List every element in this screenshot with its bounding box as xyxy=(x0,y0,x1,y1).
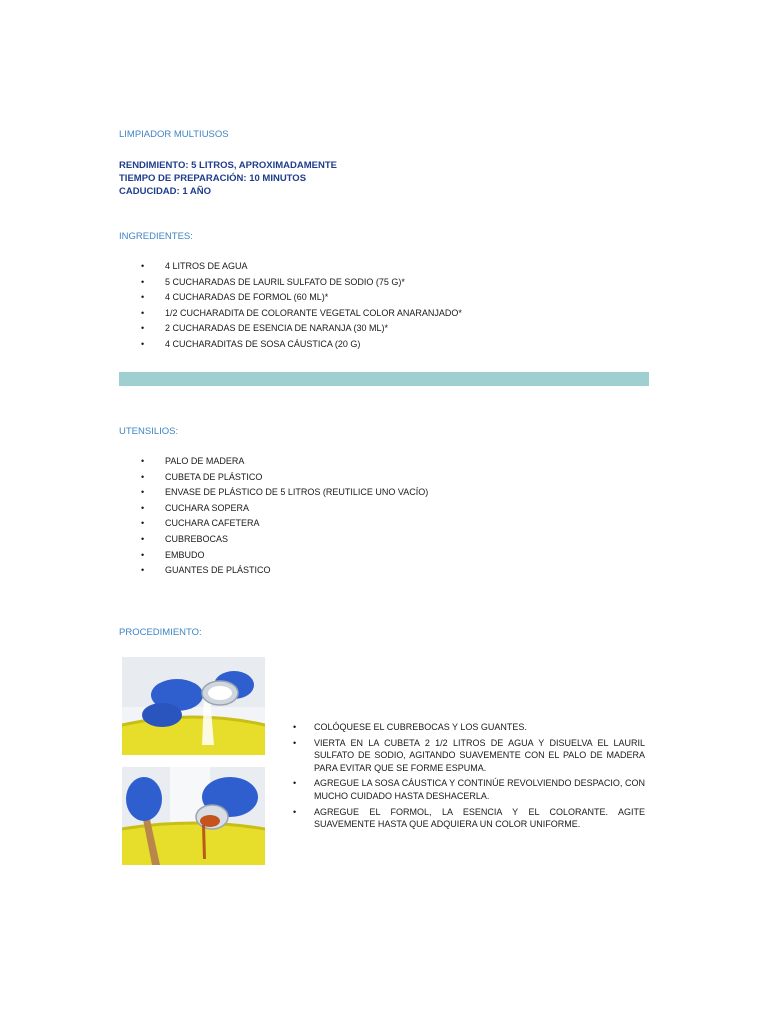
procedure-step: • AGREGUE EL FORMOL, LA ESENCIA Y EL COLORANTE. AGITE SUAVEMENTE HASTA QUE ADQUIERA UN COLOR UNIFORME. xyxy=(293,806,645,830)
procedure-step: • COLÓQUESE EL CUBREBOCAS Y LOS GUANTES. xyxy=(293,722,527,732)
bullet-icon: • xyxy=(141,261,145,271)
divider-bar xyxy=(119,372,649,386)
meta-yield: RENDIMIENTO: 5 LITROS, APROXIMADAMENTE xyxy=(119,160,337,171)
recipe-meta xyxy=(119,159,337,198)
meta-shelf-life: CADUCIDAD: 1 AÑO xyxy=(119,186,212,197)
list-item: • CUBETA DE PLÁSTICO xyxy=(119,470,428,486)
bullet-icon: • xyxy=(141,456,145,466)
bullet-icon: • xyxy=(141,292,145,303)
bullet-icon: • xyxy=(293,737,297,748)
procedure-step: • AGREGUE LA SOSA CÁUSTICA Y CONTINÚE REVOLVIENDO DESPACIO, CON MUCHO CUIDADO HASTA DESHACERLA. xyxy=(293,778,645,801)
list-item: • 4 LITROS DE AGUA xyxy=(119,259,462,275)
list-item: • EMBUDO xyxy=(119,548,428,564)
bullet-icon: • xyxy=(141,338,145,349)
bullet-icon: • xyxy=(293,806,297,817)
list-item: • 5 CUCHARADAS DE LAURIL SULFATO DE SODIO (75 G)* xyxy=(119,275,462,291)
meta-prep-time: TIEMPO DE PREPARACIÓN: 10 MINUTOS xyxy=(119,173,307,184)
list-item: • 4 CUCHARADAS DE FORMOL (60 ML)* xyxy=(119,290,462,306)
bullet-icon: • xyxy=(141,518,145,529)
photo-pouring-powder xyxy=(122,657,265,755)
ingredients-list xyxy=(119,259,462,353)
utensils-heading: UTENSILIOS: xyxy=(119,426,179,437)
bullet-icon: • xyxy=(141,502,145,513)
bullet-icon: • xyxy=(293,722,297,732)
bullet-icon: • xyxy=(141,565,145,576)
list-item: • ENVASE DE PLÁSTICO DE 5 LITROS (REUTILICE UNO VACÍO) xyxy=(119,485,428,501)
bullet-icon: • xyxy=(293,778,297,789)
list-item: • CUBREBOCAS xyxy=(119,532,428,548)
list-item: • 1/2 CUCHARADITA DE COLORANTE VEGETAL COLOR ANARANJADO* xyxy=(119,306,462,322)
list-item: • 2 CUCHARADAS DE ESENCIA DE NARANJA (30 ML)* xyxy=(119,321,462,337)
bullet-icon: • xyxy=(141,307,145,318)
ingredients-heading: INGREDIENTES: xyxy=(119,231,193,242)
bullet-icon: • xyxy=(141,471,145,482)
utensils-list xyxy=(119,454,428,579)
bullet-icon: • xyxy=(141,276,145,287)
procedure-steps xyxy=(290,721,645,834)
list-item: • 4 CUCHARADITAS DE SOSA CÁUSTICA (20 G) xyxy=(119,337,462,353)
bullet-icon: • xyxy=(141,487,145,498)
bullet-icon: • xyxy=(141,323,145,334)
bullet-icon: • xyxy=(141,549,145,560)
bullet-icon: • xyxy=(141,533,145,544)
document-title: LIMPIADOR MULTIUSOS xyxy=(119,129,229,140)
procedure-step: • VIERTA EN LA CUBETA 2 1/2 LITROS DE AGUA Y DISUELVA EL LAURIL SULFATO DE SODIO, AGITANDO SUAVEMENTE CON EL PALO DE MADERA PARA EVITAR QUE SE FORME ESPUMA. xyxy=(293,737,645,773)
list-item: • CUCHARA SOPERA xyxy=(119,501,428,517)
procedure-heading: PROCEDIMIENTO: xyxy=(119,627,202,638)
photo-pouring-liquid xyxy=(122,767,265,865)
list-item: • PALO DE MADERA xyxy=(119,454,428,470)
list-item: • CUCHARA CAFETERA xyxy=(119,516,428,532)
list-item: • GUANTES DE PLÁSTICO xyxy=(119,563,428,579)
